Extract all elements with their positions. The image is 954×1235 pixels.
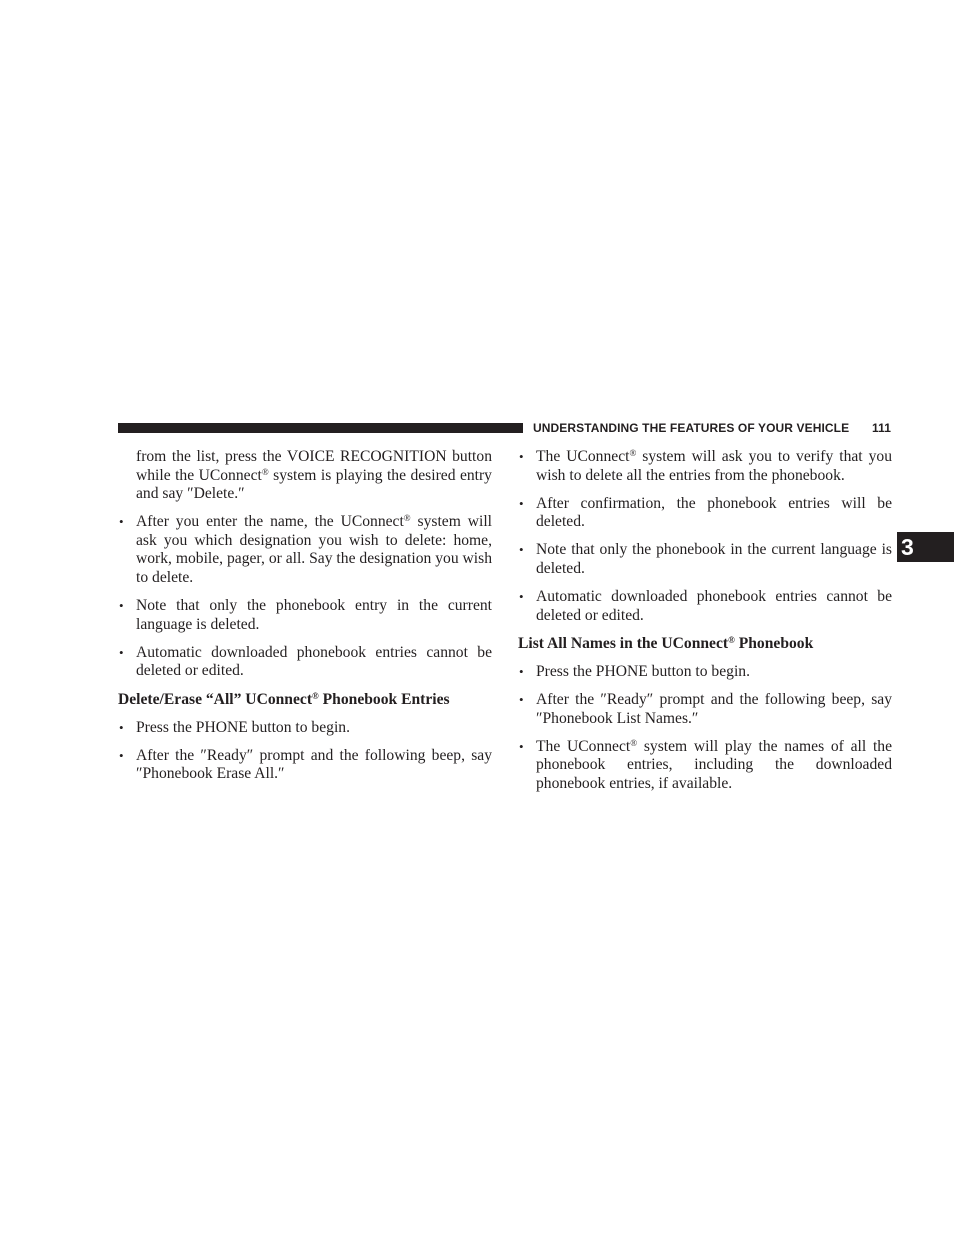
continuation-paragraph: from the list, press the VOICE RECOGNITION button while the UConnect® system is playing the desired entry and say ″Delete.″ xyxy=(136,448,492,503)
registered-mark: ® xyxy=(629,448,637,458)
header-rule xyxy=(118,423,523,433)
chapter-tab: 3 xyxy=(897,532,954,562)
right-column xyxy=(518,448,892,803)
registered-mark: ® xyxy=(403,513,411,524)
list-item: • The UConnect® system will play the names of all the phonebook entries, including the downloaded phonebook entries, if available. xyxy=(518,738,892,794)
list-item: • After the ″Ready″ prompt and the following beep, say ″Phonebook List Names.″ xyxy=(518,691,892,728)
running-header xyxy=(533,419,891,437)
list-item: • After the ″Ready″ prompt and the following beep, say ″Phonebook Erase All.″ xyxy=(118,747,492,784)
registered-mark: ® xyxy=(312,690,319,701)
list-item: • Automatic downloaded phonebook entries cannot be deleted or edited. xyxy=(118,644,492,681)
section-heading-delete-all: Delete/Erase “All” UConnect® Phonebook Entries xyxy=(118,690,450,708)
section-heading-list-names: List All Names in the UConnect® Phonebook xyxy=(518,634,814,652)
page-number: 111 xyxy=(872,421,891,435)
list-item: • Press the PHONE button to begin. xyxy=(118,719,492,738)
list-item: • The UConnect® system will ask you to verify that you wish to delete all the entries from the phonebook. xyxy=(518,448,892,485)
registered-mark: ® xyxy=(728,634,735,645)
registered-mark: ® xyxy=(630,737,638,748)
registered-mark: ® xyxy=(261,466,269,477)
list-item: • Note that only the phonebook entry in the current language is deleted. xyxy=(118,597,492,634)
list-item: • After confirmation, the phonebook entries will be deleted. xyxy=(518,495,892,532)
list-item: • Automatic downloaded phonebook entries cannot be deleted or edited. xyxy=(518,588,892,625)
header-title: UNDERSTANDING THE FEATURES OF YOUR VEHICLE xyxy=(533,421,850,435)
list-item: • Press the PHONE button to begin. xyxy=(518,663,892,682)
list-item: • After you enter the name, the UConnect® system will ask you which designation you wish to delete: home, work, mobile, pager, or all. Say the designation you wish to delete. xyxy=(118,513,492,587)
list-item: • Note that only the phonebook in the current language is deleted. xyxy=(518,541,892,578)
left-column xyxy=(118,448,492,793)
